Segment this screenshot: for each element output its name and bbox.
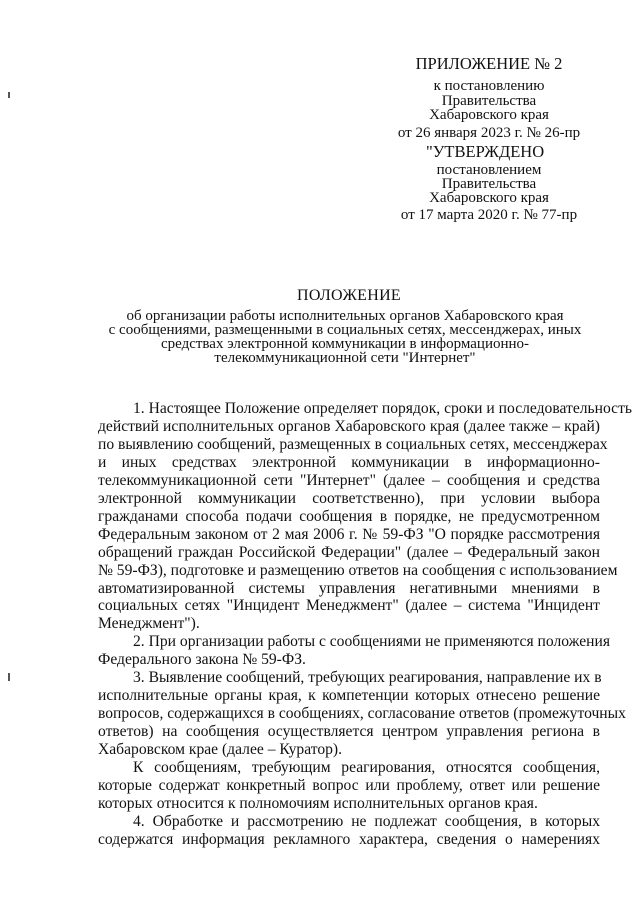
body-line: 1. Настоящее Положение определяет порядок, сроки и последовательность (133, 400, 633, 417)
approved-date: от 17 марта 2020 г. № 77-пр (400, 207, 578, 223)
body-line: электронной коммуникации соответственно), при условии выбора (98, 490, 600, 507)
appendix-line: к постановлению (433, 78, 545, 94)
appendix-line: Правительства (441, 93, 537, 109)
document-title: ПОЛОЖЕНИЕ (296, 287, 401, 304)
body-line: и иных средствах электронной коммуникации в информационно- (98, 454, 600, 471)
scan-margin-mark (8, 92, 10, 98)
body-line: 3. Выявление сообщений, требующих реагирования, направление их в (133, 669, 602, 686)
body-line: ответов) на сообщения осуществляется центром управления региона в (98, 723, 600, 740)
body-line: вопросов, содержащихся в сообщениях, согласование ответов (промежуточных (98, 705, 626, 722)
body-line: Федеральным законом от 2 мая 2006 г. № 59-ФЗ "О порядке рассмотрения (98, 526, 600, 543)
body-line: № 59-ФЗ), подготовке и размещению ответов на сообщения с использованием (98, 562, 618, 579)
body-line: действий исполнительных органов Хабаровского края (далее также – край) (98, 418, 600, 435)
body-line: Хабаровском крае (далее – Куратор). (98, 741, 343, 758)
body-line: телекоммуникационной сети "Интернет" (далее – сообщения и средства (98, 472, 600, 489)
body-line: по выявлению сообщений, размещенных в социальных сетях, мессенджерах (98, 436, 608, 453)
body-line: Менеджмент"). (98, 615, 200, 632)
document-subtitle-line: телекоммуникационной сети "Интернет" (214, 350, 476, 366)
document-subtitle-line: с сообщениями, размещенными в социальных сетях, мессенджерах, иных (108, 322, 582, 338)
approved-line: постановлением (436, 162, 542, 178)
body-line: которых относится к полномочиям исполнительных органов края. (98, 795, 538, 812)
body-line: содержатся информация рекламного характера, сведения о намерениях (98, 831, 600, 848)
appendix-title: ПРИЛОЖЕНИЕ № 2 (415, 54, 563, 73)
body-line: социальных сетях "Инцидент Менеджмент" (далее – система "Инцидент (98, 597, 600, 614)
body-line: 2. При организации работы с сообщениями не применяются положения (133, 633, 610, 650)
approved-line: Хабаровского края (429, 190, 549, 206)
appendix-date: от 26 января 2023 г. № 26-пр (397, 125, 581, 141)
scan-margin-mark (8, 673, 10, 681)
body-line: автоматизированной системы управления негативными мнениями в (98, 580, 600, 597)
approved-line: Правительства (441, 176, 537, 192)
body-line: Федерального закона № 59-ФЗ. (98, 651, 306, 668)
body-line: 4. Обработке и рассмотрению не подлежат сообщения, в которых (133, 813, 600, 830)
body-line: исполнительные органы края, к компетенции которых отнесено решение (98, 687, 600, 704)
document-subtitle-line: об организации работы исполнительных органов Хабаровского края (126, 308, 564, 324)
body-line: обращений граждан Российской Федерации" (далее – Федеральный закон (98, 544, 600, 561)
body-line: которые содержат конкретный вопрос или проблему, ответ или решение (98, 777, 600, 794)
document-subtitle-line: средствах электронной коммуникации в информационно- (160, 336, 530, 352)
appendix-line: Хабаровского края (429, 107, 549, 123)
body-line: К сообщениям, требующим реагирования, относятся сообщения, (133, 759, 600, 776)
approved-title: "УТВЕРЖДЕНО (426, 142, 545, 161)
body-line: гражданами способа подачи сообщения в порядке, не предусмотренном (98, 508, 600, 525)
